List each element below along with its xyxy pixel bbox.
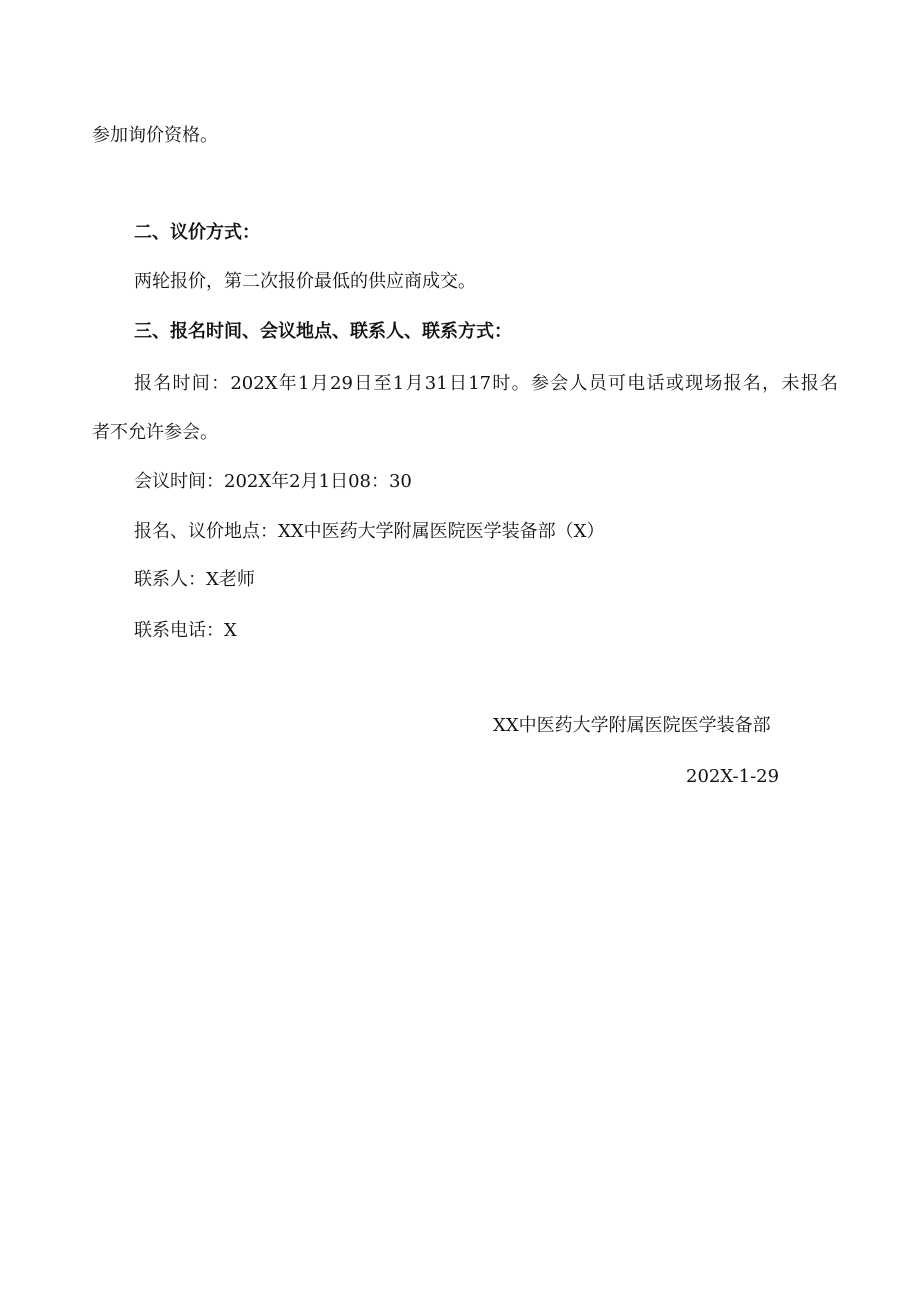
meeting-location: 报名、议价地点：XX中医药大学附属医院医学装备部（X） — [134, 521, 605, 542]
previous-paragraph-tail: 参加询价资格。 — [92, 125, 218, 146]
contact-person: 联系人：X老师 — [134, 569, 255, 590]
contact-phone: 联系电话：X — [134, 620, 237, 641]
signature-organization: XX中医药大学附属医院医学装备部 — [493, 715, 771, 736]
registration-time-line-2: 者不允许参会。 — [92, 422, 218, 443]
section-3-heading: 三、报名时间、会议地点、联系人、联系方式： — [134, 321, 512, 342]
section-2-heading: 二、议价方式： — [134, 222, 260, 243]
signature-date: 202X-1-29 — [686, 766, 780, 787]
section-2-body: 两轮报价，第二次报价最低的供应商成交。 — [134, 271, 476, 292]
meeting-time: 会议时间：202X年2月1日08：30 — [134, 471, 412, 492]
registration-time-line-1: 报名时间：202X年1月29日至1月31日17时。参会人员可电话或现场报名，未报名 — [134, 373, 838, 394]
